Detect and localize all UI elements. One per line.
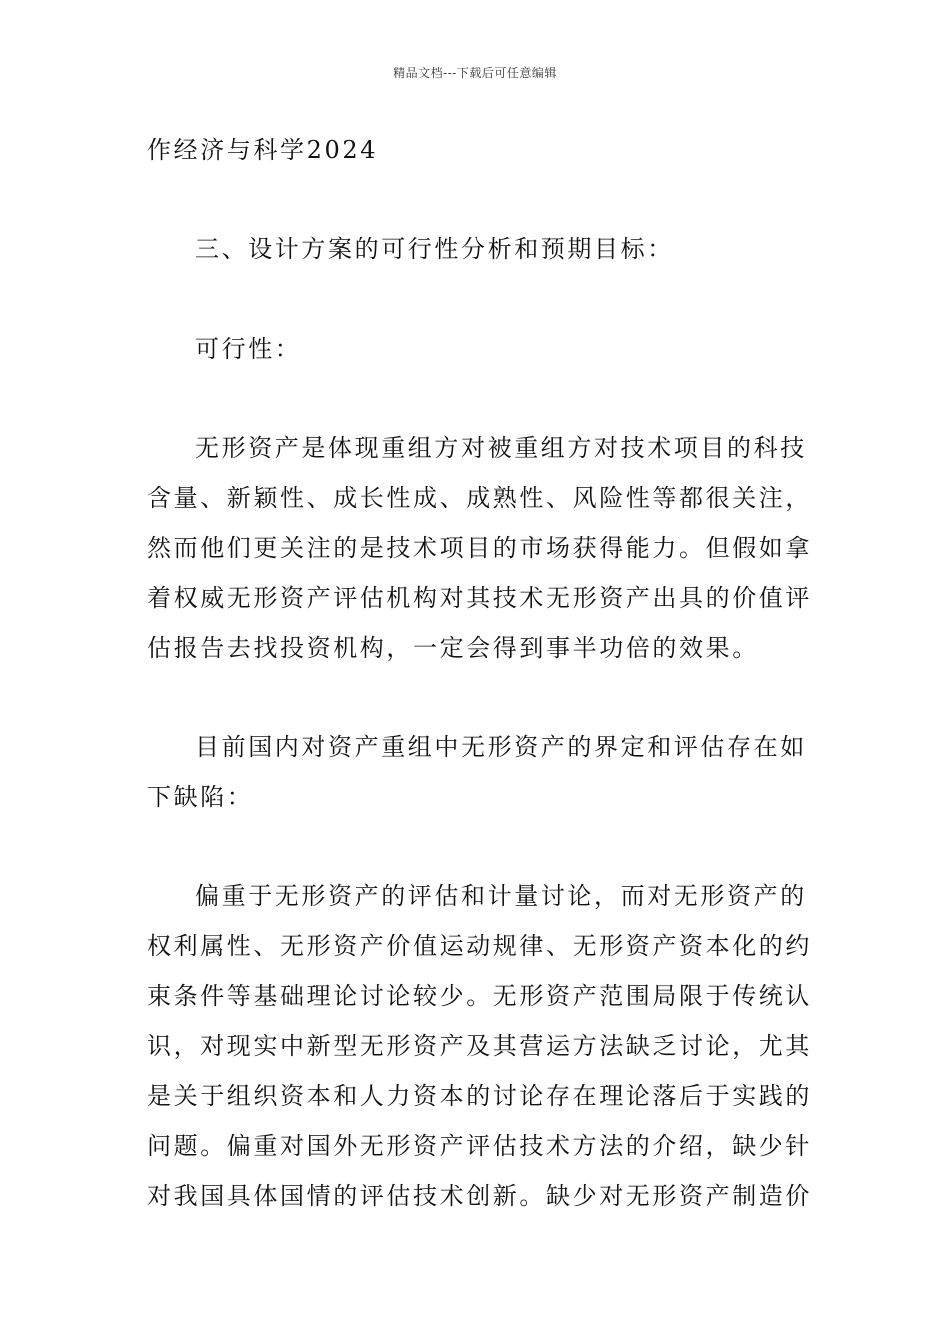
paragraph-3-line-7: 对我国具体国情的评估技术创新。缺少对无形资产制造价 (147, 1182, 812, 1210)
section-heading: 三、设计方案的可行性分析和预期目标： (195, 235, 674, 263)
paragraph-2-line-1: 目前国内对资产重组中无形资产的界定和评估存在如 (195, 733, 807, 761)
paragraph-1-line-5: 估报告去找投资机构，一定会得到事半功倍的效果。 (147, 634, 759, 662)
paragraph-1-line-1: 无形资产是体现重组方对被重组方对技术项目的科技 (195, 434, 807, 462)
paragraph-3-line-3: 束条件等基础理论讨论较少。无形资产范围局限于传统认 (147, 982, 812, 1010)
paragraph-1-line-4: 着权威无形资产评估机构对其技术无形资产出具的价值评 (147, 584, 812, 612)
paragraph-3-line-4: 识，对现实中新型无形资产及其营运方法缺乏讨论，尤其 (147, 1032, 812, 1060)
paragraph-3-line-6: 问题。偏重对国外无形资产评估技术方法的介绍，缺少针 (147, 1132, 812, 1160)
paragraph-3-line-5: 是关于组织资本和人力资本的讨论存在理论落后于实践的 (147, 1082, 812, 1110)
paragraph-3-line-1: 偏重于无形资产的评估和计量讨论，而对无形资产的 (195, 882, 807, 910)
subheading-feasibility: 可行性： (195, 335, 302, 363)
text-line-continuation: 作经济与科学2024 (147, 136, 379, 164)
paragraph-1-line-3: 然而他们更关注的是技术项目的市场获得能力。但假如拿 (147, 534, 812, 562)
paragraph-1-line-2: 含量、新颖性、成长性成、成熟性、风险性等都很关注， (147, 484, 812, 512)
paragraph-2-line-2: 下缺陷： (147, 783, 254, 811)
page-header: 精品文档---下载后可任意编辑 (393, 66, 557, 80)
paragraph-3-line-2: 权利属性、无形资产价值运动规律、无形资产资本化的约 (147, 932, 812, 960)
